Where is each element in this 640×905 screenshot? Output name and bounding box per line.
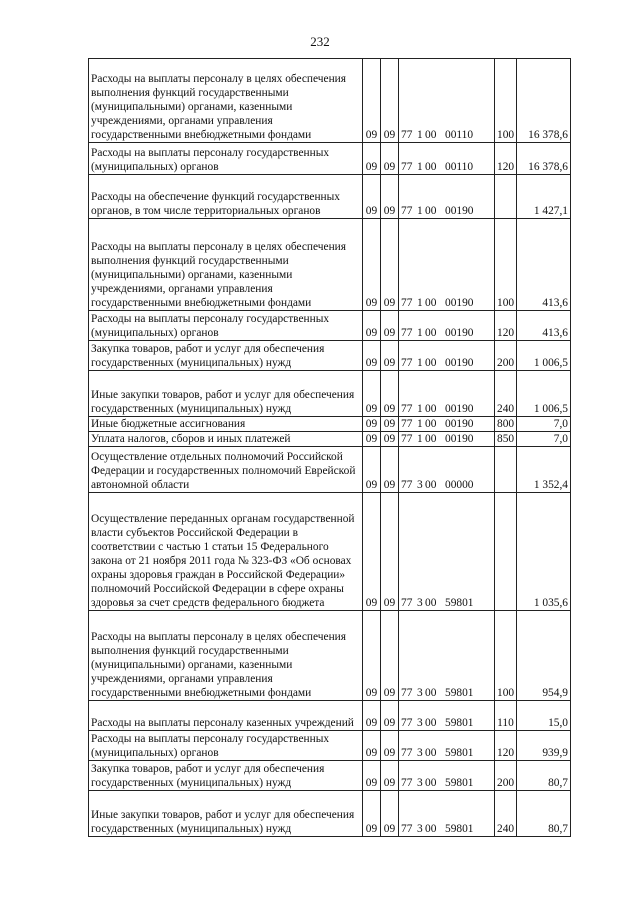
target-article-code: 77 1 00 00190 <box>399 175 495 219</box>
expense-type-code: 110 <box>495 701 517 731</box>
target-article-code: 77 1 00 00190 <box>399 432 495 447</box>
amount: 1 006,5 <box>517 341 571 371</box>
section-code: 09 <box>363 219 381 311</box>
expense-type-code <box>495 447 517 493</box>
subsection-code: 09 <box>381 791 399 837</box>
row-description: Уплата налогов, сборов и иных платежей <box>89 432 363 447</box>
expense-type-code: 200 <box>495 761 517 791</box>
row-description: Расходы на выплаты персоналу государственных (муниципальных) органов <box>89 731 363 761</box>
amount: 7,0 <box>517 417 571 432</box>
subsection-code: 09 <box>381 731 399 761</box>
target-article-code: 77 1 00 00190 <box>399 219 495 311</box>
expense-type-code: 120 <box>495 311 517 341</box>
expense-type-code: 100 <box>495 611 517 701</box>
row-description: Иные закупки товаров, работ и услуг для обеспечения государственных (муниципальных) нужд <box>89 371 363 417</box>
amount: 80,7 <box>517 791 571 837</box>
budget-table <box>88 58 571 837</box>
table-row <box>89 219 571 311</box>
amount: 16 378,6 <box>517 59 571 143</box>
expense-type-code: 800 <box>495 417 517 432</box>
section-code: 09 <box>363 731 381 761</box>
subsection-code: 09 <box>381 493 399 611</box>
expense-type-code: 240 <box>495 791 517 837</box>
subsection-code: 09 <box>381 219 399 311</box>
target-article-code: 77 3 00 59801 <box>399 731 495 761</box>
expense-type-code: 100 <box>495 219 517 311</box>
table-row <box>89 761 571 791</box>
expense-type-code: 850 <box>495 432 517 447</box>
amount: 80,7 <box>517 761 571 791</box>
subsection-code: 09 <box>381 143 399 175</box>
expense-type-code: 240 <box>495 371 517 417</box>
target-article-code: 77 1 00 00110 <box>399 143 495 175</box>
expense-type-code <box>495 493 517 611</box>
table-row <box>89 447 571 493</box>
section-code: 09 <box>363 432 381 447</box>
table-row <box>89 341 571 371</box>
amount: 413,6 <box>517 311 571 341</box>
target-article-code: 77 1 00 00110 <box>399 59 495 143</box>
expense-type-code: 120 <box>495 731 517 761</box>
amount: 1 006,5 <box>517 371 571 417</box>
table-row <box>89 143 571 175</box>
section-code: 09 <box>363 761 381 791</box>
subsection-code: 09 <box>381 447 399 493</box>
page-number: 232 <box>310 34 330 49</box>
section-code: 09 <box>363 341 381 371</box>
row-description: Расходы на выплаты персоналу в целях обеспечения выполнения функций государственными (муниципальными) органами, казенными учреждениями, органами управления государственными внебюджетными фондами <box>89 219 363 311</box>
row-description: Расходы на выплаты персоналу государственных (муниципальных) органов <box>89 311 363 341</box>
target-article-code: 77 1 00 00190 <box>399 371 495 417</box>
row-description: Иные закупки товаров, работ и услуг для обеспечения государственных (муниципальных) нужд <box>89 791 363 837</box>
section-code: 09 <box>363 311 381 341</box>
section-code: 09 <box>363 447 381 493</box>
row-description: Расходы на выплаты персоналу казенных учреждений <box>89 701 363 731</box>
table-row <box>89 611 571 701</box>
table-row <box>89 417 571 432</box>
section-code: 09 <box>363 701 381 731</box>
target-article-code: 77 3 00 59801 <box>399 701 495 731</box>
subsection-code: 09 <box>381 432 399 447</box>
row-description: Расходы на выплаты персоналу в целях обеспечения выполнения функций государственными (муниципальными) органами, казенными учреждениями, органами управления государственными внебюджетными фондами <box>89 59 363 143</box>
row-description: Расходы на выплаты персоналу государственных (муниципальных) органов <box>89 143 363 175</box>
table-row <box>89 175 571 219</box>
row-description: Осуществление переданных органам государственной власти субъектов Российской Федерации в соответствии с частью 1 статьи 15 Федерального закона от 21 ноября 2011 года № 323-ФЗ «Об основах охраны здоровья граждан в Российской Федерации» полномочий Российской Федерации в сфере охраны здоровья за счет средств федерального бюджета <box>89 493 363 611</box>
target-article-code: 77 3 00 59801 <box>399 761 495 791</box>
section-code: 09 <box>363 143 381 175</box>
subsection-code: 09 <box>381 371 399 417</box>
row-description: Иные бюджетные ассигнования <box>89 417 363 432</box>
subsection-code: 09 <box>381 611 399 701</box>
row-description: Расходы на обеспечение функций государственных органов, в том числе территориальных органов <box>89 175 363 219</box>
table-row <box>89 432 571 447</box>
table-row <box>89 493 571 611</box>
subsection-code: 09 <box>381 59 399 143</box>
row-description: Закупка товаров, работ и услуг для обеспечения государственных (муниципальных) нужд <box>89 761 363 791</box>
section-code: 09 <box>363 791 381 837</box>
amount: 15,0 <box>517 701 571 731</box>
section-code: 09 <box>363 175 381 219</box>
subsection-code: 09 <box>381 701 399 731</box>
section-code: 09 <box>363 417 381 432</box>
amount: 16 378,6 <box>517 143 571 175</box>
table-row <box>89 371 571 417</box>
target-article-code: 77 1 00 00190 <box>399 417 495 432</box>
target-article-code: 77 3 00 59801 <box>399 791 495 837</box>
section-code: 09 <box>363 493 381 611</box>
section-code: 09 <box>363 611 381 701</box>
amount: 1 352,4 <box>517 447 571 493</box>
subsection-code: 09 <box>381 417 399 432</box>
amount: 413,6 <box>517 219 571 311</box>
budget-table-body <box>89 59 571 837</box>
target-article-code: 77 1 00 00190 <box>399 311 495 341</box>
expense-type-code <box>495 175 517 219</box>
table-row <box>89 791 571 837</box>
subsection-code: 09 <box>381 341 399 371</box>
row-description: Осуществление отдельных полномочий Российской Федерации и государственных полномочий Еврейской автономной области <box>89 447 363 493</box>
expense-type-code: 120 <box>495 143 517 175</box>
amount: 939,9 <box>517 731 571 761</box>
amount: 1 427,1 <box>517 175 571 219</box>
table-row <box>89 311 571 341</box>
expense-type-code: 100 <box>495 59 517 143</box>
table-row <box>89 731 571 761</box>
section-code: 09 <box>363 371 381 417</box>
subsection-code: 09 <box>381 761 399 791</box>
target-article-code: 77 3 00 59801 <box>399 493 495 611</box>
row-description: Расходы на выплаты персоналу в целях обеспечения выполнения функций государственными (муниципальными) органами, казенными учреждениями, органами управления государственными внебюджетными фондами <box>89 611 363 701</box>
section-code: 09 <box>363 59 381 143</box>
row-description: Закупка товаров, работ и услуг для обеспечения государственных (муниципальных) нужд <box>89 341 363 371</box>
target-article-code: 77 3 00 00000 <box>399 447 495 493</box>
table-row <box>89 59 571 143</box>
target-article-code: 77 3 00 59801 <box>399 611 495 701</box>
amount: 954,9 <box>517 611 571 701</box>
amount: 7,0 <box>517 432 571 447</box>
subsection-code: 09 <box>381 311 399 341</box>
target-article-code: 77 1 00 00190 <box>399 341 495 371</box>
subsection-code: 09 <box>381 175 399 219</box>
expense-type-code: 200 <box>495 341 517 371</box>
amount: 1 035,6 <box>517 493 571 611</box>
table-row <box>89 701 571 731</box>
